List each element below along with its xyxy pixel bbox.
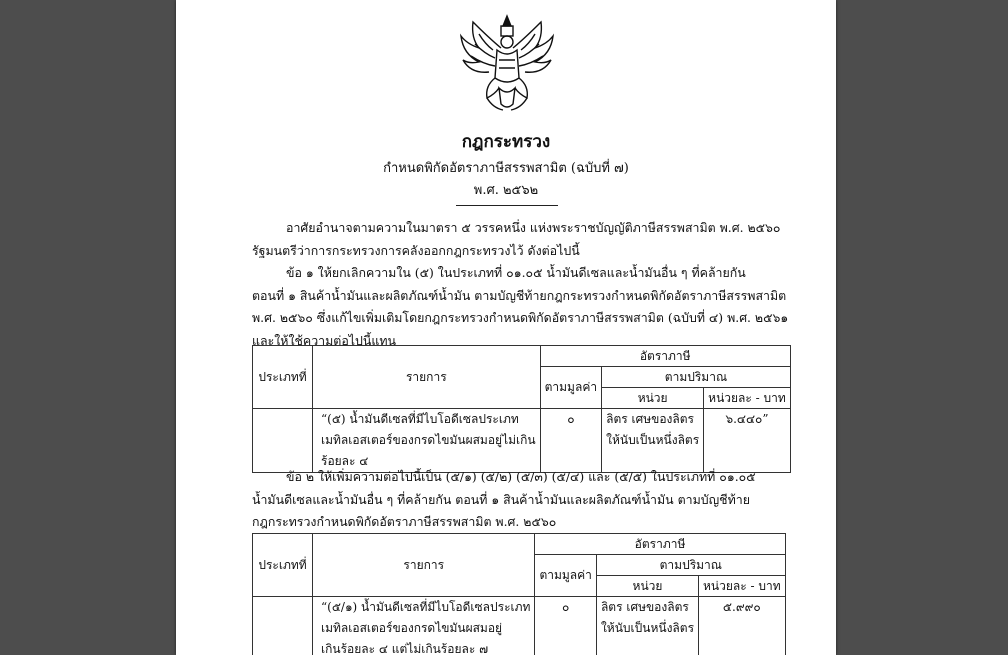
cell-unit: ลิตร เศษของลิตร ให้นับเป็นหนึ่งลิตร <box>602 409 704 473</box>
header-rate: อัตราภาษี <box>535 534 785 555</box>
cell-amount: ๖.๔๔๐” <box>704 409 791 473</box>
cell-amount: ๕.๙๙๐ <box>699 597 786 655</box>
rate-table-2 <box>252 533 786 655</box>
header-by-value: ตามมูลค่า <box>540 367 601 409</box>
cell-value-rate: ๐ <box>535 597 596 655</box>
header-by-quantity: ตามปริมาณ <box>602 367 791 388</box>
header-by-quantity: ตามปริมาณ <box>596 555 785 576</box>
clause-1-paragraph: ข้อ ๑ ให้ยกเลิกความใน (๕) ในประเภทที่ ๐๑.๐๕ น้ำมันดีเซลและน้ำมันอื่น ๆ ที่คล้ายกัน ตอนที่ ๑ สินค้าน้ำมันและผลิตภัณฑ์น้ำมัน ตามบัญชีท้ายกฎกระทรวงกำหนดพิกัดอัตราภาษีสรรพสามิต พ.ศ. ๒๕๖๐ ซึ่งแก้ไขเพิ่มเติมโดยกฎกระทรวงกำหนดพิกัดอัตราภาษีสรรพสามิต (ฉบับที่ ๔) พ.ศ. ๒๕๖๑ และให้ใช้ความต่อไปนี้แทน <box>252 265 789 348</box>
document-page <box>176 0 836 655</box>
document-year: พ.ศ. ๒๕๖๒ <box>473 183 539 198</box>
preamble-paragraph: อาศัยอำนาจตามความในมาตรา ๕ วรรคหนึ่ง แห่งพระราชบัญญัติภาษีสรรพสามิต พ.ศ. ๒๕๖๐ รัฐมนตรีว่าการกระทรวงการคลังออกกฎกระทรวงไว้ ดังต่อไปนี้ <box>252 220 781 258</box>
table-row <box>253 597 786 655</box>
cell-unit: ลิตร เศษของลิตร ให้นับเป็นหนึ่งลิตร <box>596 597 698 655</box>
cell-item: “(๕) น้ำมันดีเซลที่มีไบโอดีเซลประเภท เมทิลเอสเตอร์ของกรดไขมันผสมอยู่ไม่เกิน ร้อยละ ๔ <box>313 409 541 473</box>
header-type: ประเภทที่ <box>253 534 313 597</box>
cell-value-rate: ๐ <box>540 409 601 473</box>
rate-table-1 <box>252 345 791 473</box>
table-row <box>253 409 791 473</box>
cell-type <box>253 597 313 655</box>
header-item: รายการ <box>313 346 541 409</box>
header-type: ประเภทที่ <box>253 346 313 409</box>
cell-item: “(๕/๑) น้ำมันดีเซลที่มีไบโอดีเซลประเภท เมทิลเอสเตอร์ของกรดไขมันผสมอยู่ เกินร้อยละ ๔ แต่ไม่เกินร้อยละ ๗ <box>313 597 535 655</box>
header-per-unit: หน่วยละ - บาท <box>699 576 786 597</box>
header-rate: อัตราภาษี <box>540 346 790 367</box>
garuda-emblem-icon <box>459 14 555 114</box>
title-divider <box>456 205 558 206</box>
header-per-unit: หน่วยละ - บาท <box>704 388 791 409</box>
header-unit: หน่วย <box>602 388 704 409</box>
clause-2-paragraph: ข้อ ๒ ให้เพิ่มความต่อไปนี้เป็น (๕/๑) (๕/๒) (๕/๓) (๕/๔) และ (๕/๕) ในประเภทที่ ๐๑.๐๕ น้ำมันดีเซลและน้ำมันอื่น ๆ ที่คล้ายกัน ตอนที่ ๑ สินค้าน้ำมันและผลิตภัณฑ์น้ำมัน ตามบัญชีท้าย กฎกระทรวงกำหนดพิกัดอัตราภาษีสรรพสามิต พ.ศ. ๒๕๖๐ <box>252 469 756 529</box>
header-item: รายการ <box>313 534 535 597</box>
document-subtitle: กำหนดพิกัดอัตราภาษีสรรพสามิต (ฉบับที่ ๗) <box>383 161 629 176</box>
document-title: กฎกระทรวง <box>461 132 551 152</box>
cell-type <box>253 409 313 473</box>
header-unit: หน่วย <box>596 576 698 597</box>
header-by-value: ตามมูลค่า <box>535 555 596 597</box>
